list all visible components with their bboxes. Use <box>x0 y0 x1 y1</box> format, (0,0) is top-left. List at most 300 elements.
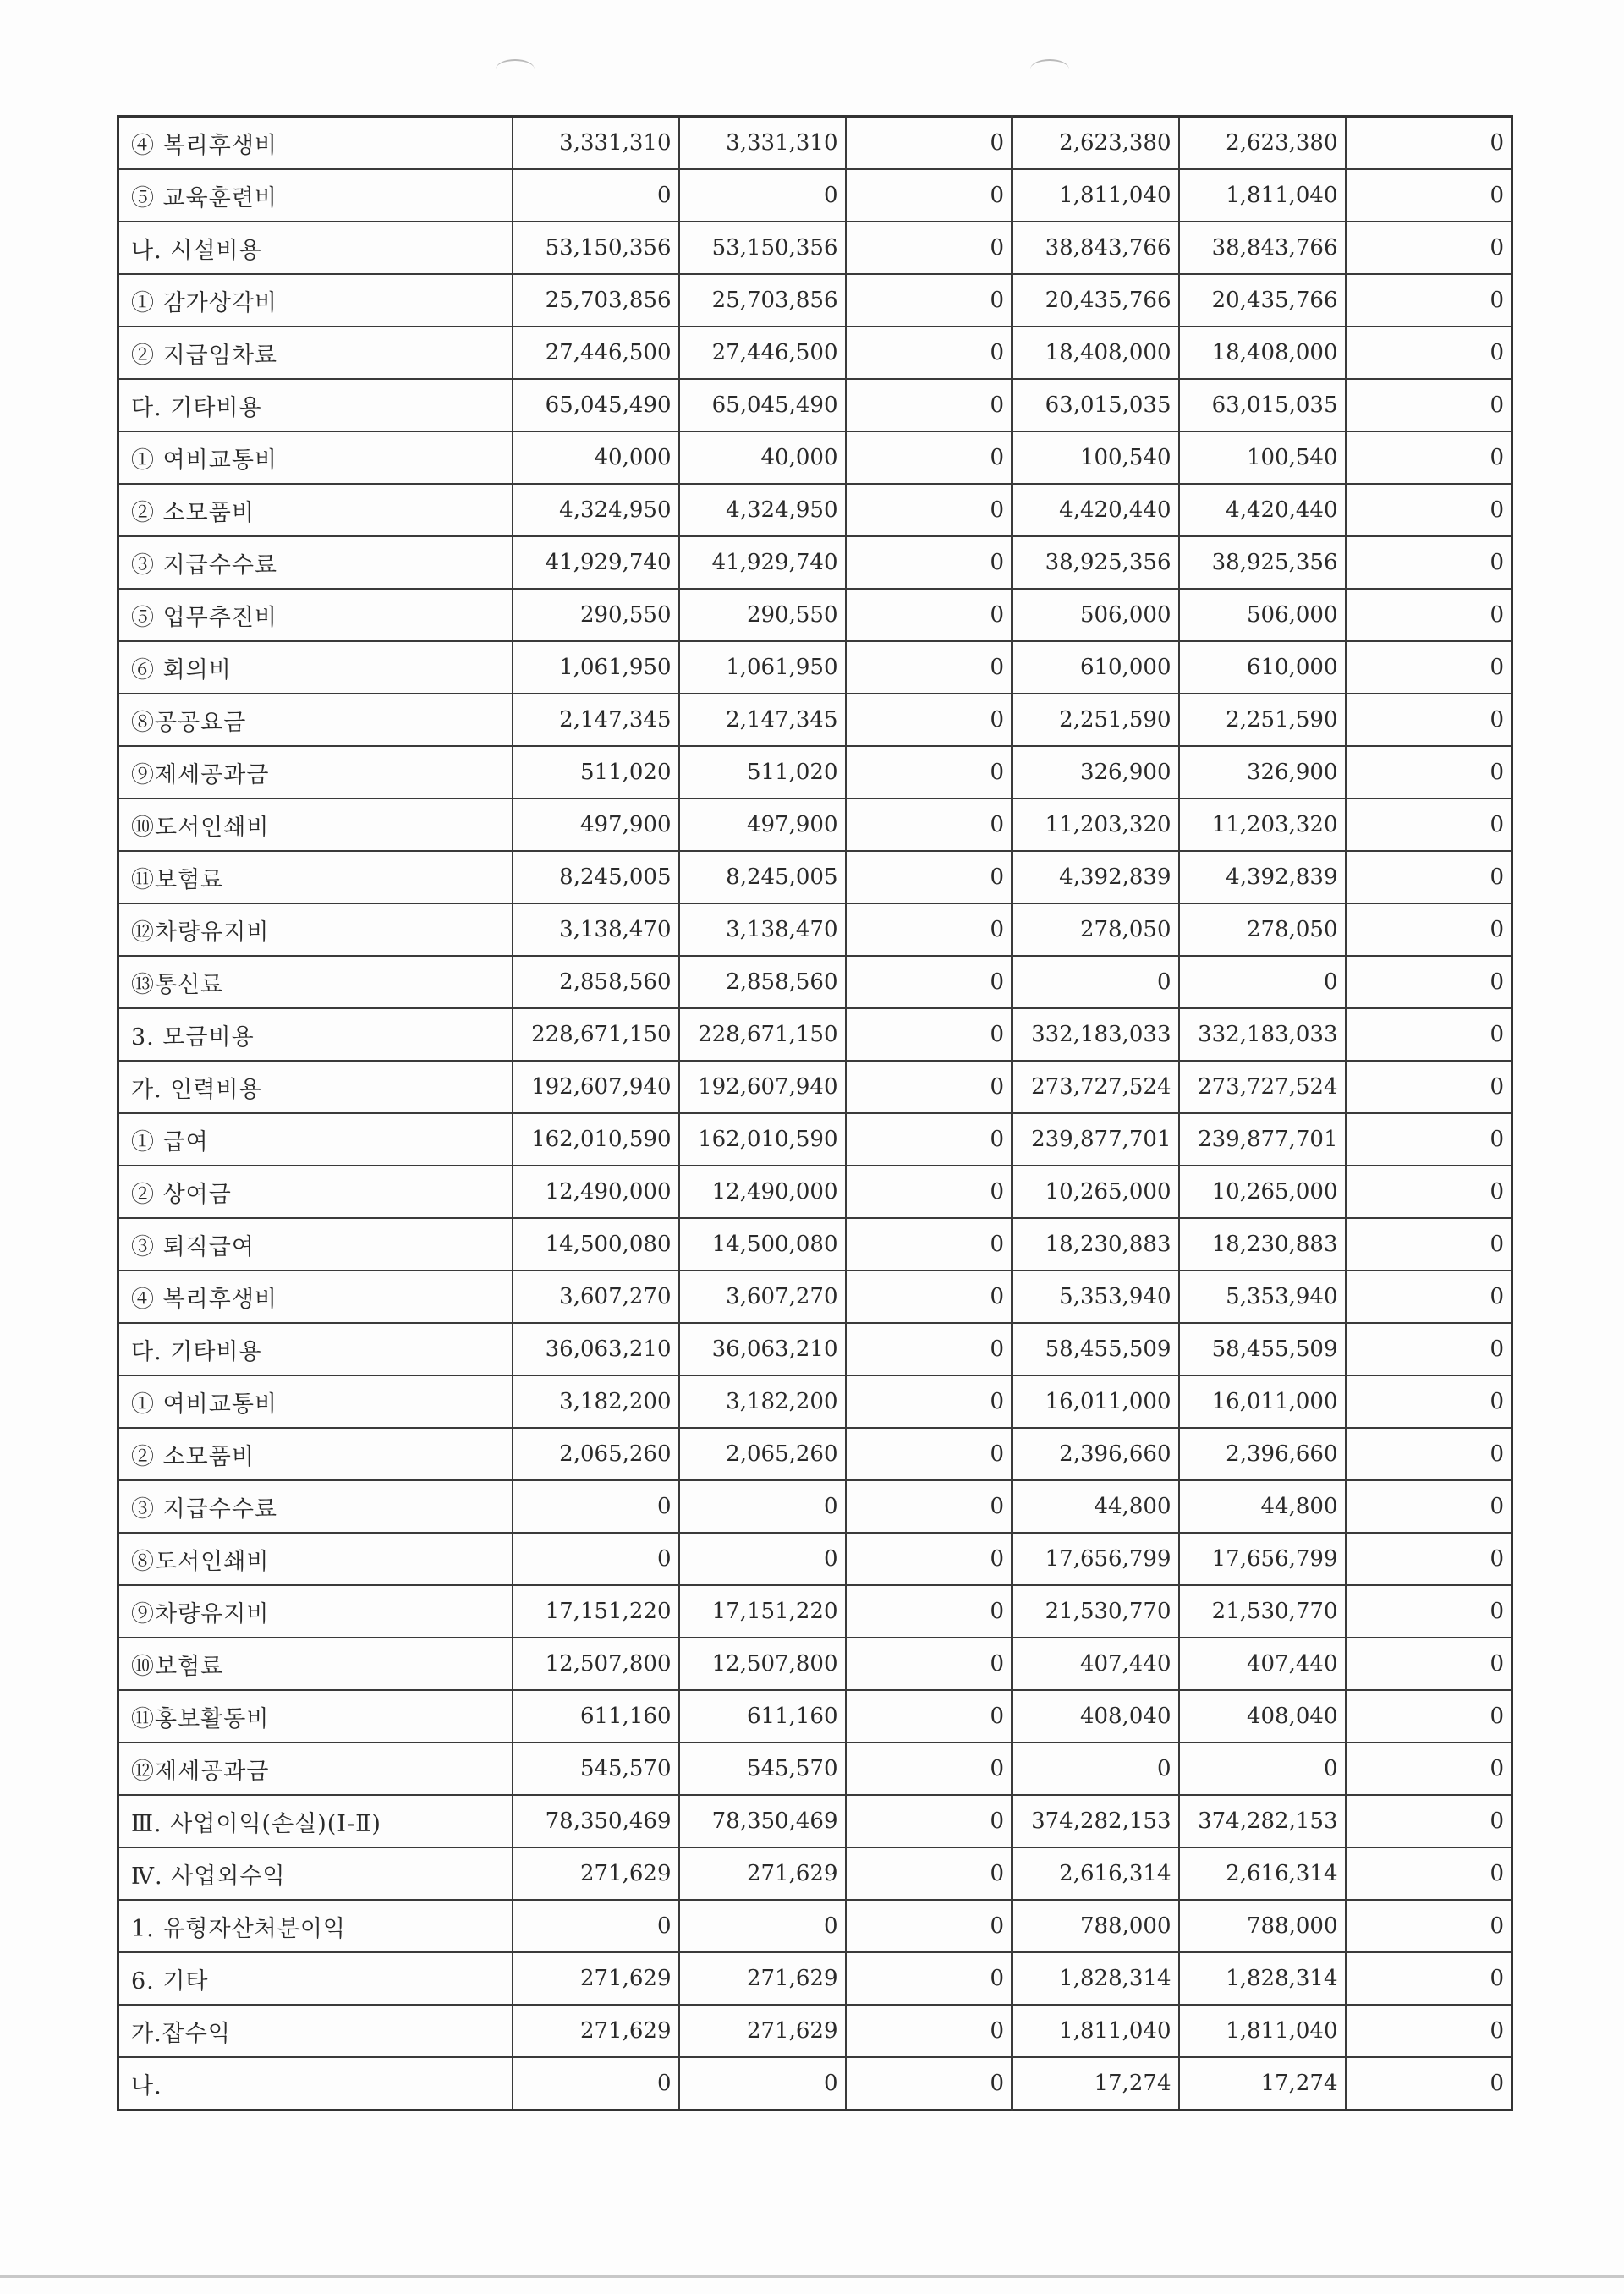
amount-cell: 0 <box>846 222 1012 274</box>
row-label: ⑧도서인쇄비 <box>118 1533 513 1585</box>
amount-cell: 0 <box>1346 903 1512 956</box>
row-label: ⑨제세공과금 <box>118 746 513 799</box>
amount-cell: 0 <box>1346 1218 1512 1270</box>
amount-cell: 18,230,883 <box>1012 1218 1179 1270</box>
amount-cell: 0 <box>1346 1900 1512 1952</box>
row-label: ③ 지급수수료 <box>118 536 513 589</box>
row-label: 3. 모금비용 <box>118 1008 513 1061</box>
amount-cell: 273,727,524 <box>1179 1061 1346 1113</box>
table-row <box>118 1428 1512 1480</box>
amount-cell: 58,455,509 <box>1179 1323 1346 1375</box>
amount-cell: 14,500,080 <box>513 1218 679 1270</box>
amount-cell: 0 <box>1346 2057 1512 2110</box>
amount-cell: 0 <box>846 746 1012 799</box>
amount-cell: 407,440 <box>1179 1638 1346 1690</box>
amount-cell: 0 <box>1346 1638 1512 1690</box>
amount-cell: 0 <box>1346 1270 1512 1323</box>
table-row <box>118 117 1512 170</box>
amount-cell: 0 <box>1346 956 1512 1008</box>
amount-cell: 0 <box>513 2057 679 2110</box>
amount-cell: 192,607,940 <box>679 1061 846 1113</box>
amount-cell: 0 <box>1346 1008 1512 1061</box>
table-row <box>118 1061 1512 1113</box>
amount-cell: 16,011,000 <box>1179 1375 1346 1428</box>
amount-cell: 0 <box>513 169 679 222</box>
amount-cell: 27,446,500 <box>679 327 846 379</box>
amount-cell: 17,656,799 <box>1179 1533 1346 1585</box>
amount-cell: 0 <box>1346 117 1512 170</box>
table-row <box>118 1900 1512 1952</box>
amount-cell: 25,703,856 <box>513 274 679 327</box>
row-label: ③ 퇴직급여 <box>118 1218 513 1270</box>
amount-cell: 40,000 <box>679 431 846 484</box>
amount-cell: 38,925,356 <box>1179 536 1346 589</box>
amount-cell: 2,616,314 <box>1179 1847 1346 1900</box>
amount-cell: 100,540 <box>1012 431 1179 484</box>
table-row <box>118 379 1512 431</box>
table-row <box>118 956 1512 1008</box>
amount-cell: 2,147,345 <box>679 694 846 746</box>
row-label: Ⅲ. 사업이익(손실)(Ⅰ-Ⅱ) <box>118 1795 513 1847</box>
amount-cell: 0 <box>1346 1533 1512 1585</box>
table-row <box>118 1533 1512 1585</box>
amount-cell: 0 <box>846 1742 1012 1795</box>
amount-cell: 0 <box>513 1480 679 1533</box>
amount-cell: 788,000 <box>1179 1900 1346 1952</box>
amount-cell: 38,925,356 <box>1012 536 1179 589</box>
table-row <box>118 1113 1512 1166</box>
amount-cell: 610,000 <box>1179 641 1346 694</box>
amount-cell: 0 <box>846 1008 1012 1061</box>
amount-cell: 0 <box>1346 536 1512 589</box>
amount-cell: 0 <box>679 2057 846 2110</box>
punch-hole-mark <box>1030 59 1069 80</box>
amount-cell: 21,530,770 <box>1179 1585 1346 1638</box>
table-row <box>118 1218 1512 1270</box>
amount-cell: 5,353,940 <box>1012 1270 1179 1323</box>
amount-cell: 0 <box>1346 1952 1512 2005</box>
amount-cell: 407,440 <box>1012 1638 1179 1690</box>
amount-cell: 0 <box>846 1166 1012 1218</box>
amount-cell: 0 <box>1346 1795 1512 1847</box>
amount-cell: 10,265,000 <box>1012 1166 1179 1218</box>
row-label: 가.잡수익 <box>118 2005 513 2057</box>
amount-cell: 0 <box>1346 799 1512 851</box>
row-label: ⑤ 교육훈련비 <box>118 169 513 222</box>
amount-cell: 0 <box>1346 589 1512 641</box>
table-row <box>118 169 1512 222</box>
amount-cell: 326,900 <box>1179 746 1346 799</box>
amount-cell: 192,607,940 <box>513 1061 679 1113</box>
amount-cell: 332,183,033 <box>1012 1008 1179 1061</box>
row-label: 나. 시설비용 <box>118 222 513 274</box>
row-label: Ⅳ. 사업외수익 <box>118 1847 513 1900</box>
amount-cell: 239,877,701 <box>1179 1113 1346 1166</box>
amount-cell: 273,727,524 <box>1012 1061 1179 1113</box>
amount-cell: 4,392,839 <box>1012 851 1179 903</box>
amount-cell: 0 <box>1346 484 1512 536</box>
amount-cell: 0 <box>846 117 1012 170</box>
amount-cell: 58,455,509 <box>1012 1323 1179 1375</box>
table-row <box>118 1847 1512 1900</box>
amount-cell: 3,607,270 <box>679 1270 846 1323</box>
table-row <box>118 2057 1512 2110</box>
amount-cell: 65,045,490 <box>513 379 679 431</box>
table-row <box>118 589 1512 641</box>
amount-cell: 239,877,701 <box>1012 1113 1179 1166</box>
amount-cell: 0 <box>846 1270 1012 1323</box>
amount-cell: 0 <box>1346 1166 1512 1218</box>
amount-cell: 18,408,000 <box>1012 327 1179 379</box>
table-row <box>118 274 1512 327</box>
amount-cell: 63,015,035 <box>1179 379 1346 431</box>
amount-cell: 2,396,660 <box>1179 1428 1346 1480</box>
amount-cell: 2,623,380 <box>1012 117 1179 170</box>
amount-cell: 162,010,590 <box>679 1113 846 1166</box>
amount-cell: 2,065,260 <box>679 1428 846 1480</box>
amount-cell: 0 <box>1346 1323 1512 1375</box>
table-row <box>118 484 1512 536</box>
row-label: 가. 인력비용 <box>118 1061 513 1113</box>
amount-cell: 4,324,950 <box>513 484 679 536</box>
table-row <box>118 641 1512 694</box>
amount-cell: 0 <box>1346 1690 1512 1742</box>
amount-cell: 0 <box>846 956 1012 1008</box>
row-label: ③ 지급수수료 <box>118 1480 513 1533</box>
amount-cell: 0 <box>846 2057 1012 2110</box>
amount-cell: 611,160 <box>513 1690 679 1742</box>
table-row <box>118 327 1512 379</box>
amount-cell: 100,540 <box>1179 431 1346 484</box>
amount-cell: 2,858,560 <box>679 956 846 1008</box>
amount-cell: 271,629 <box>513 1847 679 1900</box>
amount-cell: 1,828,314 <box>1012 1952 1179 2005</box>
amount-cell: 2,251,590 <box>1179 694 1346 746</box>
amount-cell: 0 <box>846 536 1012 589</box>
row-label: ⑫차량유지비 <box>118 903 513 956</box>
row-label: ② 소모품비 <box>118 484 513 536</box>
amount-cell: 5,353,940 <box>1179 1270 1346 1323</box>
amount-cell: 0 <box>846 1480 1012 1533</box>
amount-cell: 1,811,040 <box>1012 169 1179 222</box>
amount-cell: 11,203,320 <box>1179 799 1346 851</box>
amount-cell: 2,858,560 <box>513 956 679 1008</box>
amount-cell: 0 <box>1346 222 1512 274</box>
amount-cell: 0 <box>846 379 1012 431</box>
amount-cell: 0 <box>1346 327 1512 379</box>
amount-cell: 0 <box>1346 431 1512 484</box>
amount-cell: 0 <box>846 1533 1012 1585</box>
amount-cell: 0 <box>1346 2005 1512 2057</box>
amount-cell: 228,671,150 <box>679 1008 846 1061</box>
amount-cell: 0 <box>846 694 1012 746</box>
amount-cell: 0 <box>846 1585 1012 1638</box>
row-label: ⑪보험료 <box>118 851 513 903</box>
amount-cell: 12,490,000 <box>513 1166 679 1218</box>
row-label: ⑨차량유지비 <box>118 1585 513 1638</box>
amount-cell: 17,656,799 <box>1012 1533 1179 1585</box>
amount-cell: 326,900 <box>1012 746 1179 799</box>
amount-cell: 0 <box>846 641 1012 694</box>
amount-cell: 0 <box>846 589 1012 641</box>
amount-cell: 545,570 <box>513 1742 679 1795</box>
row-label: ⑪홍보활동비 <box>118 1690 513 1742</box>
amount-cell: 0 <box>846 274 1012 327</box>
row-label: 6. 기타 <box>118 1952 513 2005</box>
table-row <box>118 1166 1512 1218</box>
amount-cell: 1,828,314 <box>1179 1952 1346 2005</box>
row-label: ⑫제세공과금 <box>118 1742 513 1795</box>
row-label: ⑩보험료 <box>118 1638 513 1690</box>
amount-cell: 0 <box>679 169 846 222</box>
amount-cell: 0 <box>846 327 1012 379</box>
table-row <box>118 799 1512 851</box>
amount-cell: 611,160 <box>679 1690 846 1742</box>
amount-cell: 21,530,770 <box>1012 1585 1179 1638</box>
table-row <box>118 1742 1512 1795</box>
amount-cell: 27,446,500 <box>513 327 679 379</box>
row-label: ⑬통신료 <box>118 956 513 1008</box>
amount-cell: 0 <box>679 1900 846 1952</box>
table-row <box>118 1375 1512 1428</box>
amount-cell: 11,203,320 <box>1012 799 1179 851</box>
amount-cell: 0 <box>846 2005 1012 2057</box>
table-row <box>118 1952 1512 2005</box>
table-row <box>118 1690 1512 1742</box>
row-label: ① 급여 <box>118 1113 513 1166</box>
amount-cell: 1,061,950 <box>513 641 679 694</box>
amount-cell: 271,629 <box>679 2005 846 2057</box>
amount-cell: 374,282,153 <box>1179 1795 1346 1847</box>
amount-cell: 2,251,590 <box>1012 694 1179 746</box>
amount-cell: 17,274 <box>1012 2057 1179 2110</box>
financial-statement-table <box>117 115 1513 2111</box>
punch-hole-mark <box>496 59 535 80</box>
amount-cell: 36,063,210 <box>679 1323 846 1375</box>
amount-cell: 506,000 <box>1179 589 1346 641</box>
amount-cell: 20,435,766 <box>1179 274 1346 327</box>
row-label: ⑧공공요금 <box>118 694 513 746</box>
amount-cell: 41,929,740 <box>679 536 846 589</box>
amount-cell: 408,040 <box>1179 1690 1346 1742</box>
amount-cell: 53,150,356 <box>679 222 846 274</box>
amount-cell: 44,800 <box>1179 1480 1346 1533</box>
amount-cell: 63,015,035 <box>1012 379 1179 431</box>
amount-cell: 0 <box>1346 851 1512 903</box>
amount-cell: 0 <box>846 484 1012 536</box>
amount-cell: 12,490,000 <box>679 1166 846 1218</box>
amount-cell: 1,811,040 <box>1012 2005 1179 2057</box>
amount-cell: 0 <box>1179 1742 1346 1795</box>
amount-cell: 1,811,040 <box>1179 2005 1346 2057</box>
amount-cell: 40,000 <box>513 431 679 484</box>
amount-cell: 3,138,470 <box>513 903 679 956</box>
table-row <box>118 694 1512 746</box>
amount-cell: 497,900 <box>679 799 846 851</box>
scan-edge-line <box>0 2275 1624 2278</box>
table-row <box>118 1638 1512 1690</box>
amount-cell: 0 <box>846 851 1012 903</box>
amount-cell: 3,182,200 <box>513 1375 679 1428</box>
amount-cell: 0 <box>1346 694 1512 746</box>
amount-cell: 8,245,005 <box>513 851 679 903</box>
amount-cell: 17,151,220 <box>513 1585 679 1638</box>
amount-cell: 0 <box>1346 746 1512 799</box>
amount-cell: 8,245,005 <box>679 851 846 903</box>
table-row <box>118 903 1512 956</box>
amount-cell: 2,065,260 <box>513 1428 679 1480</box>
amount-cell: 0 <box>846 1690 1012 1742</box>
row-label: ② 지급임차료 <box>118 327 513 379</box>
amount-cell: 18,408,000 <box>1179 327 1346 379</box>
row-label: ② 소모품비 <box>118 1428 513 1480</box>
amount-cell: 14,500,080 <box>679 1218 846 1270</box>
amount-cell: 0 <box>846 1952 1012 2005</box>
row-label: 1. 유형자산처분이익 <box>118 1900 513 1952</box>
row-label: 나. <box>118 2057 513 2110</box>
amount-cell: 0 <box>846 903 1012 956</box>
amount-cell: 0 <box>679 1533 846 1585</box>
row-label: ⑤ 업무추진비 <box>118 589 513 641</box>
table-row <box>118 1008 1512 1061</box>
amount-cell: 20,435,766 <box>1012 274 1179 327</box>
amount-cell: 511,020 <box>513 746 679 799</box>
amount-cell: 0 <box>846 1428 1012 1480</box>
amount-cell: 1,061,950 <box>679 641 846 694</box>
amount-cell: 511,020 <box>679 746 846 799</box>
amount-cell: 25,703,856 <box>679 274 846 327</box>
amount-cell: 610,000 <box>1012 641 1179 694</box>
amount-cell: 0 <box>1346 1375 1512 1428</box>
amount-cell: 0 <box>679 1480 846 1533</box>
amount-cell: 12,507,800 <box>679 1638 846 1690</box>
amount-cell: 271,629 <box>679 1847 846 1900</box>
table-row <box>118 746 1512 799</box>
row-label: ⑩도서인쇄비 <box>118 799 513 851</box>
amount-cell: 0 <box>1179 956 1346 1008</box>
amount-cell: 41,929,740 <box>513 536 679 589</box>
amount-cell: 374,282,153 <box>1012 1795 1179 1847</box>
amount-cell: 10,265,000 <box>1179 1166 1346 1218</box>
amount-cell: 4,420,440 <box>1179 484 1346 536</box>
table-row <box>118 2005 1512 2057</box>
amount-cell: 0 <box>846 1375 1012 1428</box>
amount-cell: 162,010,590 <box>513 1113 679 1166</box>
amount-cell: 0 <box>846 1323 1012 1375</box>
amount-cell: 38,843,766 <box>1012 222 1179 274</box>
amount-cell: 2,147,345 <box>513 694 679 746</box>
amount-cell: 0 <box>1346 1113 1512 1166</box>
amount-cell: 2,396,660 <box>1012 1428 1179 1480</box>
amount-cell: 290,550 <box>513 589 679 641</box>
table-row <box>118 1585 1512 1638</box>
table-row <box>118 536 1512 589</box>
amount-cell: 36,063,210 <box>513 1323 679 1375</box>
amount-cell: 0 <box>1346 169 1512 222</box>
row-label: ① 감가상각비 <box>118 274 513 327</box>
amount-cell: 2,623,380 <box>1179 117 1346 170</box>
amount-cell: 0 <box>1346 379 1512 431</box>
amount-cell: 18,230,883 <box>1179 1218 1346 1270</box>
row-label: ④ 복리후생비 <box>118 117 513 170</box>
amount-cell: 3,331,310 <box>679 117 846 170</box>
amount-cell: 4,392,839 <box>1179 851 1346 903</box>
row-label: ① 여비교통비 <box>118 1375 513 1428</box>
row-label: ② 상여금 <box>118 1166 513 1218</box>
amount-cell: 0 <box>513 1900 679 1952</box>
amount-cell: 3,138,470 <box>679 903 846 956</box>
amount-cell: 3,182,200 <box>679 1375 846 1428</box>
table-row <box>118 1795 1512 1847</box>
row-label: 다. 기타비용 <box>118 1323 513 1375</box>
amount-cell: 228,671,150 <box>513 1008 679 1061</box>
amount-cell: 0 <box>846 431 1012 484</box>
amount-cell: 3,607,270 <box>513 1270 679 1323</box>
amount-cell: 0 <box>1346 274 1512 327</box>
amount-cell: 0 <box>846 1900 1012 1952</box>
amount-cell: 1,811,040 <box>1179 169 1346 222</box>
amount-cell: 278,050 <box>1179 903 1346 956</box>
amount-cell: 408,040 <box>1012 1690 1179 1742</box>
table-body <box>118 117 1512 2110</box>
amount-cell: 497,900 <box>513 799 679 851</box>
amount-cell: 16,011,000 <box>1012 1375 1179 1428</box>
amount-cell: 271,629 <box>513 2005 679 2057</box>
amount-cell: 53,150,356 <box>513 222 679 274</box>
amount-cell: 2,616,314 <box>1012 1847 1179 1900</box>
amount-cell: 0 <box>1346 1847 1512 1900</box>
amount-cell: 0 <box>1346 1061 1512 1113</box>
amount-cell: 78,350,469 <box>513 1795 679 1847</box>
amount-cell: 65,045,490 <box>679 379 846 431</box>
table-row <box>118 1270 1512 1323</box>
amount-cell: 506,000 <box>1012 589 1179 641</box>
amount-cell: 332,183,033 <box>1179 1008 1346 1061</box>
amount-cell: 0 <box>1012 1742 1179 1795</box>
amount-cell: 3,331,310 <box>513 117 679 170</box>
amount-cell: 12,507,800 <box>513 1638 679 1690</box>
amount-cell: 0 <box>846 169 1012 222</box>
amount-cell: 0 <box>846 1847 1012 1900</box>
amount-cell: 4,420,440 <box>1012 484 1179 536</box>
amount-cell: 17,274 <box>1179 2057 1346 2110</box>
amount-cell: 0 <box>1012 956 1179 1008</box>
amount-cell: 0 <box>846 1113 1012 1166</box>
row-label: ① 여비교통비 <box>118 431 513 484</box>
table-row <box>118 1323 1512 1375</box>
table-row <box>118 431 1512 484</box>
amount-cell: 0 <box>1346 1428 1512 1480</box>
amount-cell: 271,629 <box>513 1952 679 2005</box>
table-row <box>118 222 1512 274</box>
amount-cell: 44,800 <box>1012 1480 1179 1533</box>
amount-cell: 278,050 <box>1012 903 1179 956</box>
table-row <box>118 1480 1512 1533</box>
table-row <box>118 851 1512 903</box>
amount-cell: 4,324,950 <box>679 484 846 536</box>
row-label: ⑥ 회의비 <box>118 641 513 694</box>
amount-cell: 78,350,469 <box>679 1795 846 1847</box>
amount-cell: 0 <box>846 1638 1012 1690</box>
amount-cell: 290,550 <box>679 589 846 641</box>
amount-cell: 545,570 <box>679 1742 846 1795</box>
amount-cell: 38,843,766 <box>1179 222 1346 274</box>
amount-cell: 0 <box>513 1533 679 1585</box>
amount-cell: 17,151,220 <box>679 1585 846 1638</box>
amount-cell: 271,629 <box>679 1952 846 2005</box>
row-label: ④ 복리후생비 <box>118 1270 513 1323</box>
amount-cell: 788,000 <box>1012 1900 1179 1952</box>
